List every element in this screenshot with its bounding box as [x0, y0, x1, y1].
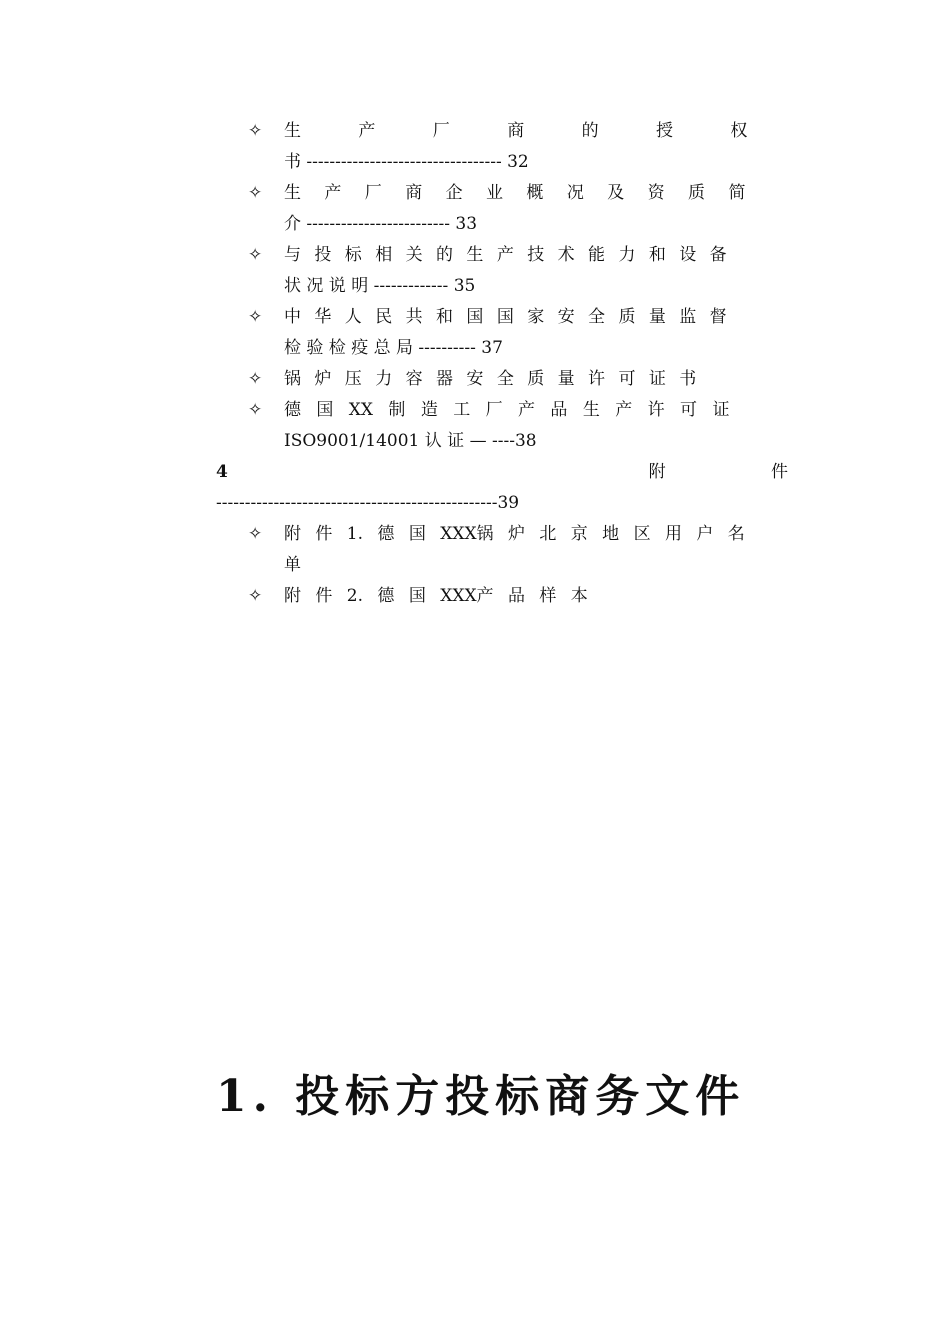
appendix-item[interactable]	[216, 519, 788, 581]
toc-item-line2: 介 ------------------------- 33	[284, 214, 478, 234]
toc-item-line1: 与 投 标 相 关 的 生 产 技 术 能 力 和 设 备	[284, 245, 727, 265]
toc-section[interactable]	[216, 457, 788, 519]
diamond-bullet-icon: ✧	[248, 121, 263, 141]
toc-item-line1: 德 国 XX 制 造 工 厂 产 品 生 产 许 可 证	[284, 400, 730, 420]
toc-item[interactable]	[216, 178, 788, 240]
toc-item[interactable]	[216, 116, 788, 178]
appendix-item-line2: 单	[284, 555, 301, 575]
section-leader: -------------------------------------------------39	[216, 493, 520, 513]
diamond-bullet-icon: ✧	[248, 586, 263, 606]
table-of-contents	[216, 116, 788, 612]
toc-item-line2: 状 况 说 明 ------------- 35	[284, 276, 476, 296]
toc-item-line2: 书 ---------------------------------- 32	[284, 152, 529, 172]
toc-item-line1: 生 产 厂 商 的 授 权	[284, 121, 748, 141]
toc-section-heading	[216, 457, 788, 488]
diamond-bullet-icon: ✧	[248, 524, 263, 544]
toc-item[interactable]	[216, 302, 788, 364]
diamond-bullet-icon: ✧	[248, 369, 263, 389]
toc-item[interactable]	[216, 240, 788, 302]
section-title: 附 件	[648, 462, 788, 482]
toc-item-line2: 检 验 检 疫 总 局 ---------- 37	[284, 338, 503, 358]
diamond-bullet-icon: ✧	[248, 183, 263, 203]
diamond-bullet-icon: ✧	[248, 307, 263, 327]
appendix-item-line1: 附 件 1. 德 国 XXX锅 炉 北 京 地 区 用 户 名	[284, 524, 745, 544]
toc-item-line1: 中 华 人 民 共 和 国 国 家 安 全 质 量 监 督	[284, 307, 727, 327]
toc-item[interactable]	[216, 364, 788, 395]
appendix-item-line1: 附 件 2. 德 国 XXX产 品 样 本	[284, 586, 588, 606]
toc-item[interactable]	[216, 395, 788, 457]
appendix-item[interactable]	[216, 581, 788, 612]
toc-item-line1: 锅 炉 压 力 容 器 安 全 质 量 许 可 证 书	[284, 369, 697, 389]
section-heading: 1. 投标方投标商务文件	[216, 1071, 746, 1122]
toc-item-line1: 生 产 厂 商 企 业 概 况 及 资 质 简	[284, 183, 746, 203]
section-number: 4	[216, 462, 228, 482]
diamond-bullet-icon: ✧	[248, 400, 263, 420]
toc-item-line2: ISO9001/14001 认 证 — ----38	[284, 431, 537, 451]
diamond-bullet-icon: ✧	[248, 245, 263, 265]
